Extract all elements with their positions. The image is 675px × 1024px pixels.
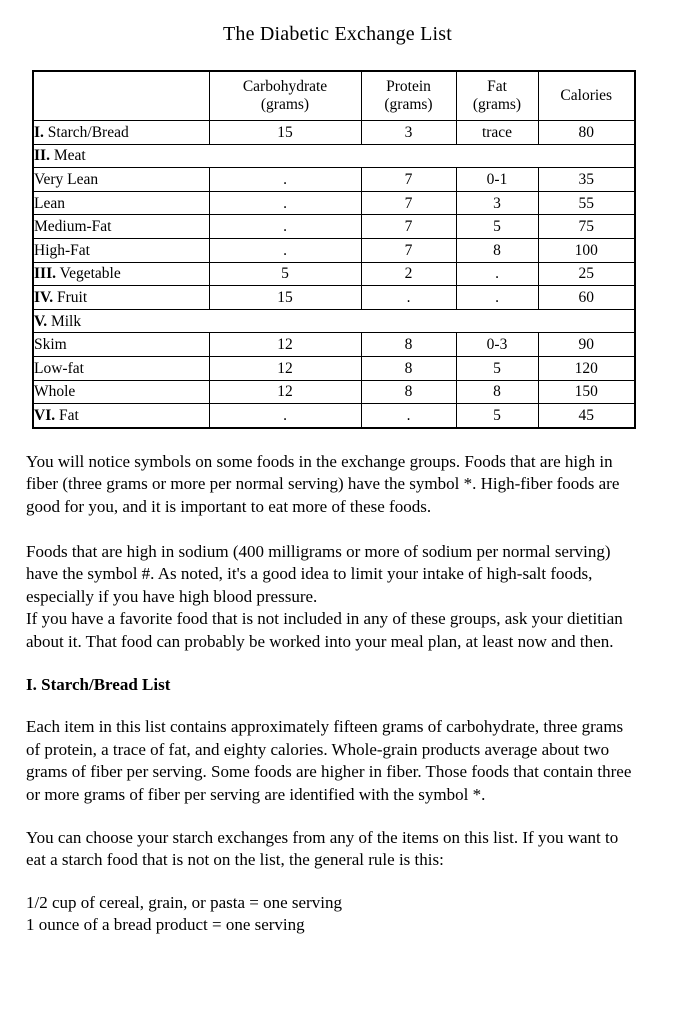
table-cell-category-merged [33, 309, 635, 333]
table-cell-fat: . [456, 262, 538, 286]
table-cell-calories: 90 [538, 333, 635, 357]
paragraph-starch-intro: Each item in this list contains approximately fifteen grams of carbohydrate, three grams of protein, a trace of fat, and eighty calories. Whole-grain products average about two grams of fiber per serving. Some foods are higher in fiber. Those foods that contain three or more grams of fiber per serving are identified with the symbol *. [26, 717, 632, 805]
table-cell-protein: . [361, 404, 456, 428]
row-numeral: II. [34, 147, 50, 165]
row-label: Fruit [56, 288, 88, 306]
table-cell-fat: 5 [456, 356, 538, 380]
table-cell-category [33, 215, 209, 239]
column-header-carbohydrate [209, 71, 361, 121]
table-cell-protein: 7 [361, 215, 456, 239]
table-cell-calories: 25 [538, 262, 635, 286]
column-header-category [33, 71, 209, 121]
table-cell-protein: 8 [361, 356, 456, 380]
table-cell-calories: 55 [538, 191, 635, 215]
column-header-calories: Calories [538, 71, 635, 121]
table-cell-calories: 60 [538, 286, 635, 310]
table-row [33, 356, 635, 380]
table-cell-carbohydrate: 5 [209, 262, 361, 286]
table-cell-category [33, 333, 209, 357]
table-cell-carbohydrate: 12 [209, 380, 361, 404]
row-label: Whole [34, 383, 76, 401]
column-header-protein-line2: (grams) [384, 96, 433, 113]
table-cell-category [33, 121, 209, 145]
table-cell-category [33, 380, 209, 404]
row-numeral: VI. [34, 406, 56, 424]
table-cell-category [33, 168, 209, 192]
paragraph-choose-exchanges: You can choose your starch exchanges from any of the items on this list. If you want to eat a starch food that is not on the list, the general rule is this: [26, 827, 619, 870]
table-cell-category [33, 356, 209, 380]
table-cell-category [33, 404, 209, 428]
table-row [33, 238, 635, 262]
column-header-fat [456, 71, 538, 121]
table-cell-fat: . [456, 286, 538, 310]
table-cell-carbohydrate: 15 [209, 286, 361, 310]
table-cell-calories: 120 [538, 356, 635, 380]
row-numeral: V. [34, 312, 48, 330]
row-numeral: III. [34, 265, 56, 283]
serving-rule-cereal: 1/2 cup of cereal, grain, or pasta = one serving [26, 892, 342, 912]
diabetic-exchange-table [32, 70, 636, 429]
table-cell-carbohydrate: . [209, 168, 361, 192]
table-row [33, 144, 635, 168]
row-label: Lean [34, 194, 65, 212]
table-cell-category [33, 191, 209, 215]
row-label: Medium-Fat [34, 218, 112, 236]
table-cell-carbohydrate: 12 [209, 333, 361, 357]
table-cell-protein: 8 [361, 380, 456, 404]
table-cell-protein: 2 [361, 262, 456, 286]
table-body [33, 121, 635, 428]
table-cell-fat: 3 [456, 191, 538, 215]
row-label: Low-fat [34, 359, 84, 377]
row-label: Starch/Bread [47, 123, 129, 141]
table-cell-fat: trace [456, 121, 538, 145]
table-cell-protein: 8 [361, 333, 456, 357]
table-cell-calories: 150 [538, 380, 635, 404]
table-row [33, 262, 635, 286]
serving-rules [26, 892, 639, 937]
table-cell-category [33, 238, 209, 262]
row-label: Very Lean [34, 170, 99, 188]
exchange-table-container [32, 70, 634, 429]
table-cell-calories: 35 [538, 168, 635, 192]
column-header-carbohydrate-line2: (grams) [260, 96, 310, 113]
column-header-fat-line1: Fat [487, 77, 507, 95]
column-header-protein-line1: Protein [386, 77, 431, 95]
table-header-row [33, 71, 635, 121]
table-cell-carbohydrate: 15 [209, 121, 361, 145]
table-cell-protein: 3 [361, 121, 456, 145]
column-header-protein [361, 71, 456, 121]
table-cell-calories: 45 [538, 404, 635, 428]
table-cell-fat: 0-1 [456, 168, 538, 192]
table-header [33, 71, 635, 121]
paragraph-sodium: Foods that are high in sodium (400 milligrams or more of sodium per normal serving) have the symbol #. As noted, it's a good idea to limit your intake of high-salt foods, especially if you have high blood pressure. [26, 541, 611, 606]
table-cell-carbohydrate: 12 [209, 356, 361, 380]
table-cell-protein: 7 [361, 238, 456, 262]
column-header-fat-line2: (grams) [472, 96, 522, 113]
table-cell-carbohydrate: . [209, 238, 361, 262]
table-cell-category [33, 286, 209, 310]
section-heading-starch-bread: I. Starch/Bread List [26, 674, 171, 694]
table-row [33, 215, 635, 239]
table-row [33, 309, 635, 333]
table-cell-fat: 5 [456, 215, 538, 239]
table-cell-carbohydrate: . [209, 215, 361, 239]
table-cell-fat: 0-3 [456, 333, 538, 357]
table-row [33, 286, 635, 310]
table-row [33, 404, 635, 428]
table-cell-fat: 8 [456, 380, 538, 404]
table-cell-carbohydrate: . [209, 404, 361, 428]
row-numeral: IV. [34, 288, 54, 306]
row-label: Milk [50, 312, 82, 330]
table-cell-protein: 7 [361, 168, 456, 192]
column-header-carbohydrate-line1: Carbohydrate [242, 77, 328, 95]
paragraph-favorite: If you have a favorite food that is not included in any of these groups, ask your dietitian about it. That food can probably be worked into your meal plan, at least now and then. [26, 609, 623, 651]
row-label: High-Fat [34, 241, 90, 259]
table-row [33, 191, 635, 215]
row-label: Meat [53, 147, 86, 165]
table-cell-fat: 5 [456, 404, 538, 428]
table-row [33, 168, 635, 192]
page-title: The Diabetic Exchange List [223, 23, 452, 45]
table-cell-protein: 7 [361, 191, 456, 215]
document-body [26, 429, 639, 937]
table-cell-calories: 80 [538, 121, 635, 145]
table-cell-fat: 8 [456, 238, 538, 262]
table-cell-carbohydrate: . [209, 191, 361, 215]
serving-rule-bread: 1 ounce of a bread product = one serving [26, 915, 305, 935]
table-cell-category [33, 262, 209, 286]
table-row [33, 121, 635, 145]
paragraph-symbols: You will notice symbols on some foods in the exchange groups. Foods that are high in fiber (three grams or more per normal serving) have the symbol *. High-fiber foods are good for you, and it is important to eat more of these foods. [26, 451, 620, 516]
row-label: Vegetable [59, 265, 121, 283]
table-row [33, 380, 635, 404]
table-cell-calories: 75 [538, 215, 635, 239]
row-numeral: I. [34, 123, 44, 141]
table-cell-category-merged [33, 144, 635, 168]
table-cell-protein: . [361, 286, 456, 310]
table-row [33, 333, 635, 357]
table-cell-calories: 100 [538, 238, 635, 262]
row-label: Skim [34, 336, 67, 354]
row-label: Fat [58, 406, 79, 424]
